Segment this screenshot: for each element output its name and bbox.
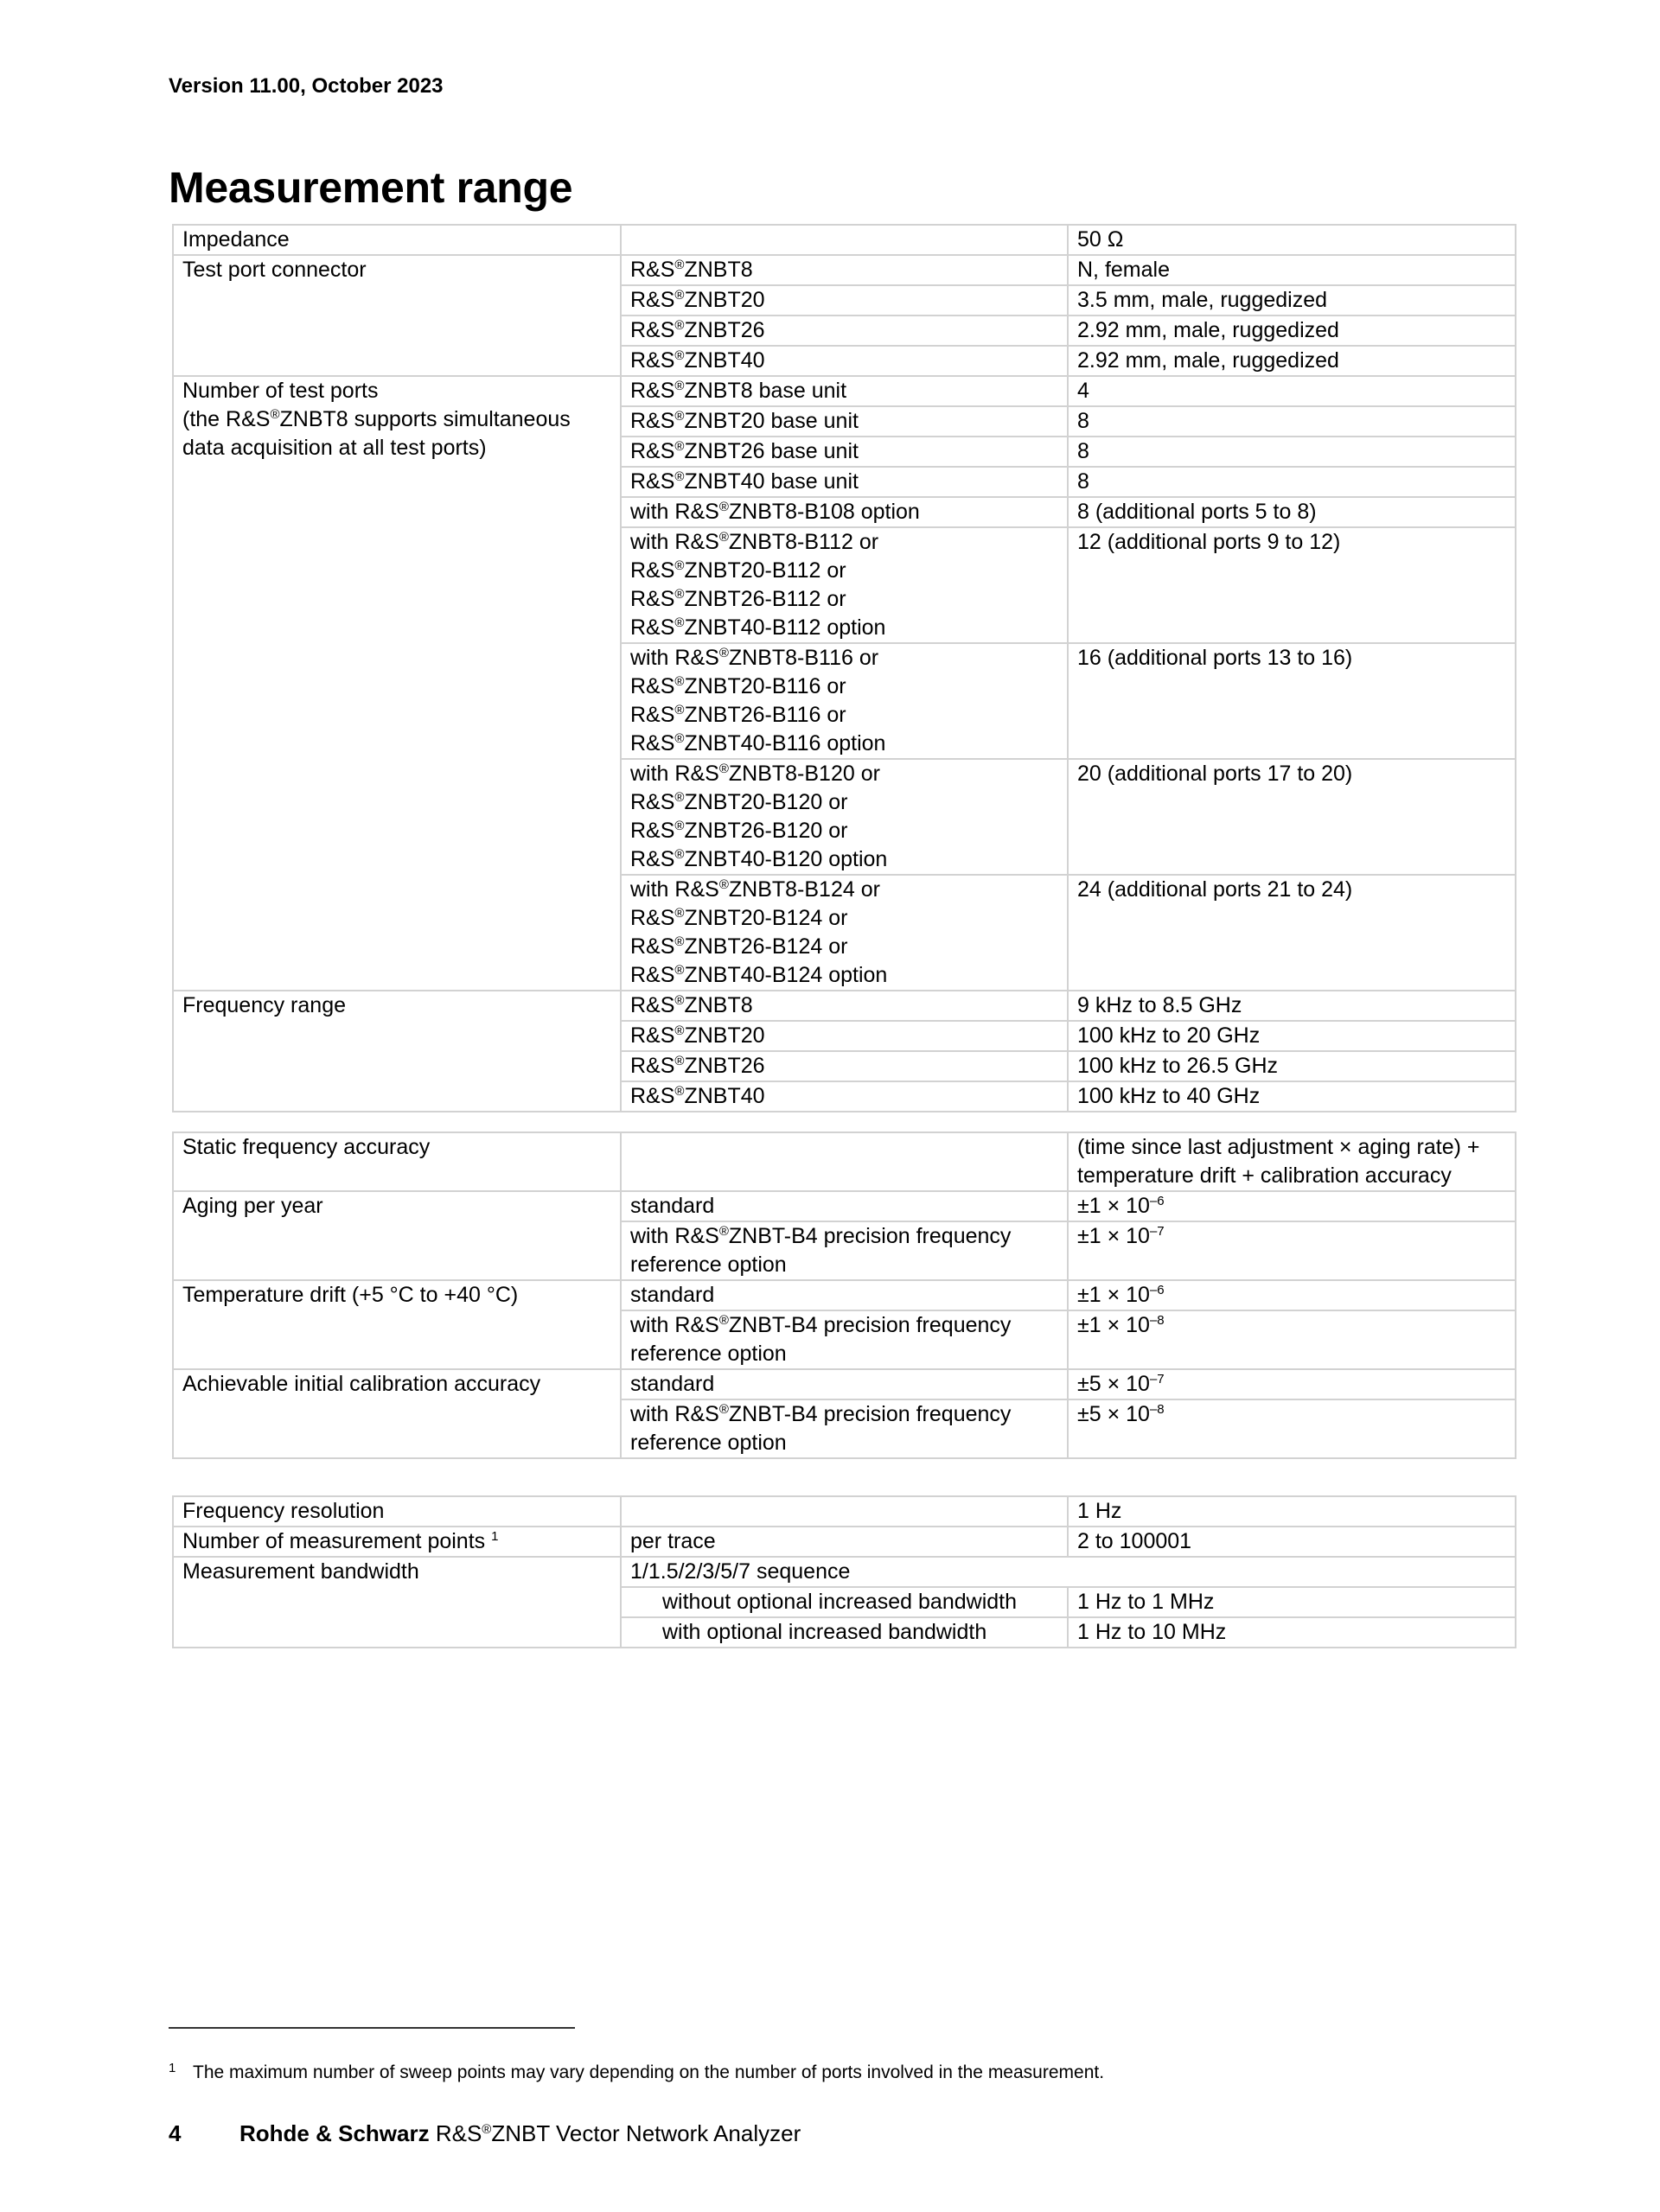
value-cell: 2.92 mm, male, ruggedized	[1068, 316, 1516, 346]
condition-cell: R&S®ZNBT20	[621, 285, 1068, 316]
condition-cell: with R&S®ZNBT8-B124 or R&S®ZNBT20-B124 or R&S®ZNBT26-B124 or R&S®ZNBT40-B124 option	[621, 875, 1068, 991]
value-cell: $\pm 1 \times 10^{-6}$	[1068, 1191, 1516, 1221]
value-cell: 16 (additional ports 13 to 16)	[1068, 643, 1516, 759]
value-cell: 3.5 mm, male, ruggedized	[1068, 285, 1516, 316]
condition-cell: R&S®ZNBT8 base unit	[621, 376, 1068, 406]
condition-cell: R&S®ZNBT40 base unit	[621, 467, 1068, 497]
condition-cell: with R&S®ZNBT8-B112 or R&S®ZNBT20-B112 or R&S®ZNBT26-B112 or R&S®ZNBT40-B112 option	[621, 527, 1068, 643]
footnote	[169, 2061, 1104, 2083]
value-cell: $\pm 1 \times 10^{-6}$	[1068, 1280, 1516, 1310]
table-row	[173, 991, 1516, 1021]
condition-cell: without optional increased bandwidth	[621, 1587, 1068, 1617]
condition-cell: R&S®ZNBT26	[621, 316, 1068, 346]
param-label: Achievable initial calibration accuracy	[173, 1369, 621, 1458]
condition-cell: R&S®ZNBT20	[621, 1021, 1068, 1051]
value-cell: 9 kHz to 8.5 GHz	[1068, 991, 1516, 1021]
condition-cell: R&S®ZNBT26 base unit	[621, 437, 1068, 467]
value-cell: 20 (additional ports 17 to 20)	[1068, 759, 1516, 875]
value-cell: 8	[1068, 406, 1516, 437]
condition-cell: R&S®ZNBT8	[621, 991, 1068, 1021]
table-row	[173, 255, 1516, 285]
condition-cell: standard	[621, 1369, 1068, 1399]
condition-cell	[621, 225, 1068, 255]
condition-cell: 1/1.5/2/3/5/7 sequence	[621, 1557, 1516, 1587]
table-row	[173, 1132, 1516, 1191]
condition-cell: with R&S®ZNBT8-B120 or R&S®ZNBT20-B120 or R&S®ZNBT26-B120 or R&S®ZNBT40-B120 option	[621, 759, 1068, 875]
condition-cell: with R&S®ZNBT8-B108 option	[621, 497, 1068, 527]
param-label: Frequency range	[173, 991, 621, 1112]
footnote-number: 1	[169, 2061, 176, 2075]
value-cell: $\pm 5 \times 10^{-8}$	[1068, 1399, 1516, 1458]
value-cell: 50 Ω	[1068, 225, 1516, 255]
table-row	[173, 1496, 1516, 1527]
table-row	[173, 1369, 1516, 1399]
value-cell: 24 (additional ports 21 to 24)	[1068, 875, 1516, 991]
footnote-divider	[169, 2027, 575, 2029]
condition-cell: R&S®ZNBT40	[621, 1081, 1068, 1112]
condition-cell: standard	[621, 1280, 1068, 1310]
document-version: Version 11.00, October 2023	[169, 74, 444, 98]
frequency-accuracy-table	[172, 1131, 1516, 1459]
condition-cell	[621, 1132, 1068, 1191]
param-label: Test port connector	[173, 255, 621, 376]
value-cell: 1 Hz	[1068, 1496, 1516, 1527]
value-cell: 8	[1068, 467, 1516, 497]
footer-product: ZNBT Vector Network Analyzer	[491, 2120, 801, 2146]
param-label: Number of test ports (the R&S®ZNBT8 supports simultaneous data acquisition at all test ports)	[173, 376, 621, 991]
condition-cell: R&S®ZNBT40	[621, 346, 1068, 376]
value-cell: (time since last adjustment × aging rate) + temperature drift + calibration accuracy	[1068, 1132, 1516, 1191]
param-label: Temperature drift (+5 °C to +40 °C)	[173, 1280, 621, 1369]
footnote-ref: 1	[491, 1529, 499, 1544]
value-cell: 1 Hz to 10 MHz	[1068, 1617, 1516, 1648]
page-number: 4	[169, 2120, 182, 2146]
table-row	[173, 225, 1516, 255]
condition-cell: with R&S®ZNBT-B4 precision frequency reference option	[621, 1221, 1068, 1280]
value-cell: 1 Hz to 1 MHz	[1068, 1587, 1516, 1617]
condition-cell: with R&S®ZNBT8-B116 or R&S®ZNBT20-B116 or R&S®ZNBT26-B116 or R&S®ZNBT40-B116 option	[621, 643, 1068, 759]
condition-cell: with R&S®ZNBT-B4 precision frequency reference option	[621, 1310, 1068, 1369]
page-footer: 4 Rohde & Schwarz R&S®ZNBT Vector Network Analyzer	[169, 2120, 801, 2146]
param-label: Frequency resolution	[173, 1496, 621, 1527]
footer-brand: Rohde & Schwarz	[239, 2120, 430, 2146]
condition-cell: per trace	[621, 1527, 1068, 1557]
value-cell: 100 kHz to 26.5 GHz	[1068, 1051, 1516, 1081]
param-label: Static frequency accuracy	[173, 1132, 621, 1191]
value-cell: N, female	[1068, 255, 1516, 285]
condition-cell	[621, 1496, 1068, 1527]
condition-cell: R&S®ZNBT20 base unit	[621, 406, 1068, 437]
condition-cell: standard	[621, 1191, 1068, 1221]
table-row	[173, 1527, 1516, 1557]
value-cell: 100 kHz to 40 GHz	[1068, 1081, 1516, 1112]
condition-cell: R&S®ZNBT26	[621, 1051, 1068, 1081]
value-cell: $\pm 5 \times 10^{-7}$	[1068, 1369, 1516, 1399]
value-cell: 8	[1068, 437, 1516, 467]
condition-cell: R&S®ZNBT8	[621, 255, 1068, 285]
value-cell: $\pm 1 \times 10^{-7}$	[1068, 1221, 1516, 1280]
value-cell: 100 kHz to 20 GHz	[1068, 1021, 1516, 1051]
param-label: Impedance	[173, 225, 621, 255]
resolution-bandwidth-table	[172, 1495, 1516, 1648]
param-label: Number of measurement points $^1$	[173, 1527, 621, 1557]
condition-cell: with optional increased bandwidth	[621, 1617, 1068, 1648]
value-cell: $\pm 1 \times 10^{-8}$	[1068, 1310, 1516, 1369]
condition-cell: with R&S®ZNBT-B4 precision frequency reference option	[621, 1399, 1068, 1458]
value-cell: 12 (additional ports 9 to 12)	[1068, 527, 1516, 643]
measurement-range-table	[172, 224, 1516, 1112]
value-cell: 2 to 100001	[1068, 1527, 1516, 1557]
page-title: Measurement range	[169, 163, 573, 212]
value-cell: 4	[1068, 376, 1516, 406]
table-row	[173, 1280, 1516, 1310]
param-label: Aging per year	[173, 1191, 621, 1280]
footnote-text: The maximum number of sweep points may vary depending on the number of ports involved in the measurement.	[193, 2062, 1105, 2082]
table-row	[173, 376, 1516, 406]
value-cell: 8 (additional ports 5 to 8)	[1068, 497, 1516, 527]
value-cell: 2.92 mm, male, ruggedized	[1068, 346, 1516, 376]
param-label: Measurement bandwidth	[173, 1557, 621, 1648]
table-row	[173, 1191, 1516, 1221]
table-row	[173, 1557, 1516, 1587]
